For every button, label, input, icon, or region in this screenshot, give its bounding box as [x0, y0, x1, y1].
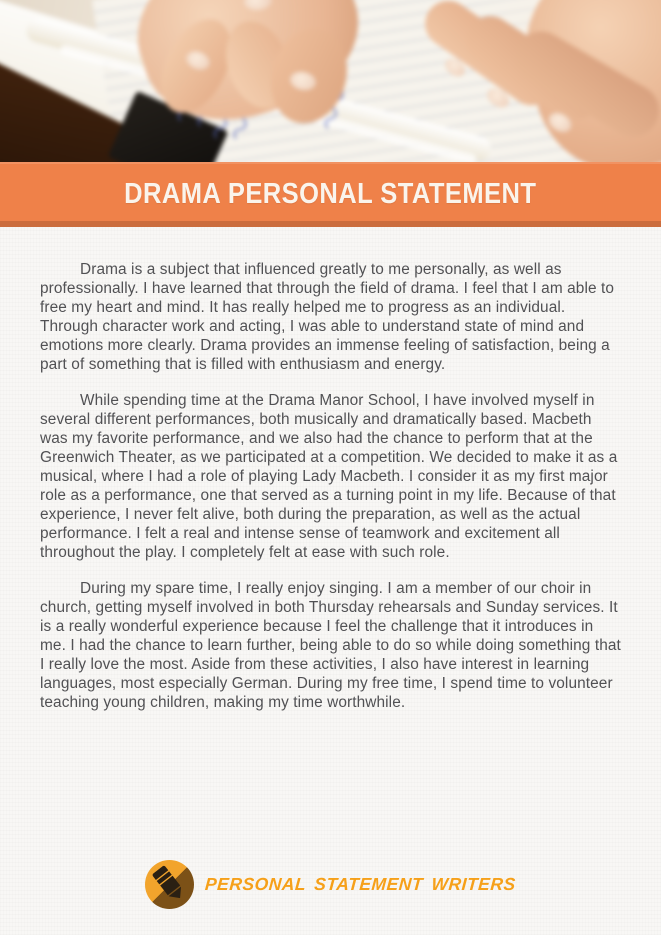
- title-banner: [0, 162, 661, 227]
- pencil-icon: [148, 862, 191, 906]
- statement-paragraph-3: During my spare time, I really enjoy singing. I am a member of our choir in church, getting myself involved in both Thursday rehearsals and Sunday services. It is a really wonderful experience because I feel the challenge that it introduces in me. I had the chance to learn further, being able to do so while doing something that I really love the most. Aside from these activities, I also have interest in learning languages, most especially German. During my free time, I spend time to volunteer teaching young children, making my time worthwhile.: [40, 580, 621, 711]
- statement-paragraph-2: While spending time at the Drama Manor School, I have involved myself in several different performances, both musically and dramatically based. Macbeth was my favorite performance, and we also had the chance to perform that at the Greenwich Theater, as we participated at a competition. We decided to make it as a musical, where I had a role of playing Lady Macbeth. I consider it as my first major role as a performance, one that served as a turning point in my life. Because of that experience, I never felt alive, both during the preparation, as well as the actual performance. I felt a real and intense sense of teamwork and excitement all throughout the play. I completely felt at ease with such role.: [40, 392, 618, 561]
- pencil-logo-icon: [145, 860, 194, 909]
- page-title: DRAMA PERSONAL STATEMENT: [124, 178, 537, 210]
- hero-photo-art: [0, 0, 661, 162]
- hero-photo: [0, 0, 661, 162]
- footer-brand: [0, 860, 661, 909]
- statement-body: [0, 227, 661, 712]
- brand-name: PERSONAL STATEMENT WRITERS: [204, 874, 517, 894]
- statement-paragraph-1: Drama is a subject that influenced greatly to me personally, as well as professionally. I have learned that through the field of drama. I feel that I am able to free my heart and mind. It has really helped me to progress as an individual. Through character work and acting, I was able to understand state of mind and emotions more clearly. Drama provides an immense feeling of satisfaction, being a part of something that is filled with enthusiasm and energy.: [40, 261, 615, 373]
